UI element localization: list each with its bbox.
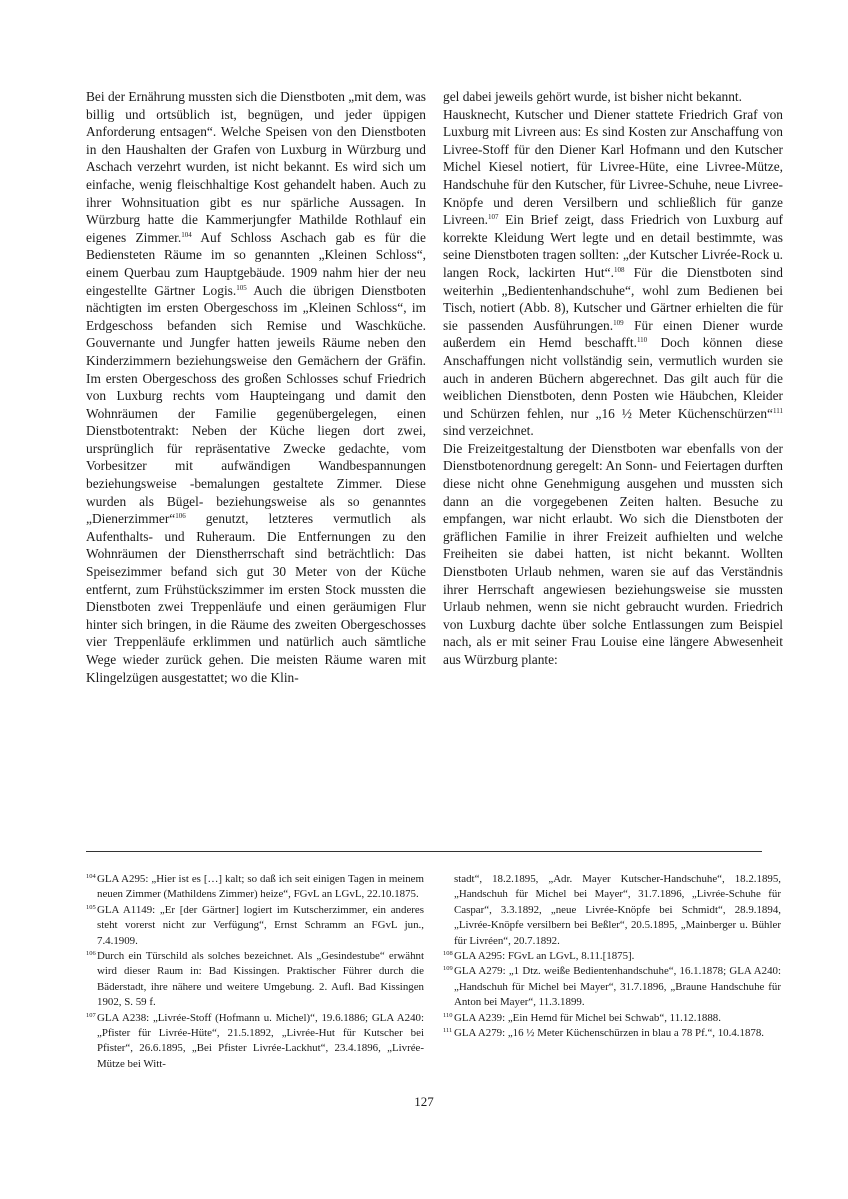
- footnote-text: GLA A295: „Hier ist es […] kalt; so daß ich seit einigen Tagen in meinem neuen Zimmer (Mathildens Zimmer) heize“, FGvL an LGvL, 22.10.1875.: [97, 873, 424, 901]
- footnotes-column-left: [86, 872, 424, 1072]
- footnote: 111 GLA A279: „16 ½ Meter Küchenschürzen in blau a 78 Pf.“, 10.4.1878.: [443, 1027, 765, 1040]
- text: Die Freizeitgestaltung der Dienstboten war ebenfalls von der Dienstbotenordnung geregelt: An Sonn- und Feiertagen durften diese nicht ohne Genehmigung ausgehen und mussten sich dann an die vorgegebenen Zeiten halten. Besuche zu empfangen, war nicht erlaubt. Wo sich die Dienstboten der gräflichen Familie in ihrer Freizeit aufhielten und welche Freiheiten sie dabei hatten, ist nicht bekannt. Wollten Dienstboten Urlaub nehmen, waren sie auf das Verständnis ihrer Herrschaft angewiesen beziehungsweise sie mussten Urlaub nehmen, wenn sie nicht gebraucht wurden. Friedrich von Luxburg dachte über solche Entlassungen zum Beispiel nach, als er mit seiner Frau Louise eine längere Abwesenheit aus Würzburg plante:: [443, 440, 783, 667]
- footnote: 109GLA A279: „1 Dtz. weiße Bedientenhandschuhe“, 16.1.1878; GLA A240: „Handschuh für Michel bei Mayer“, 31.7.1896, „Braune Handschuhe für Anton bei Mayer“, 11.3.1899.: [443, 965, 781, 1009]
- text: genutzt, letzteres vermutlich als Aufenthalts- und Ruheraum. Die Entfernungen zu den Wohnräumen der Dienstherrschaft sind beträchtlich: Das Speisezimmer befand sich gut 30 Meter von der Küche entfernt, zum Frühstückszimmer im ersten Stock mussten die Dienstboten zwei Treppenläufe und einen geräumigen Flur hinter sich bringen, in die Räume des zweiten Obergeschosses vier Treppenläufe erklimmen und natürlich auch sämtliche Wege wieder zurück gehen. Die meisten Räume waren mit Klingelzügen ausgestattet; wo die Klin-: [86, 511, 426, 685]
- footnote-ref[interactable]: 104: [181, 230, 192, 239]
- footnote: 108GLA A295: FGvL an LGvL, 8.11.[1875].: [443, 950, 635, 963]
- footnote-text: Durch ein Türschild als solches bezeichnet. Als „Gesindestube“ erwähnt wird dieser Raum in: Bad Kissingen. Praktischer Führer durch die Bäderstadt, ihre nähere und weitere Umgebung. 2. Aufl. Bad Kissingen 1902, S. 59 f.: [97, 950, 424, 1009]
- footnote: 107GLA A238: „Livrée-Stoff (Hofmann u. Michel)“, 19.6.1886; GLA A240: „Pfister für Livrée-Hüte“, 21.5.1892, „Livrée-Hut für Kutscher bei Pfister“, 26.6.1895, „Bei Pfister Livrée-Lackhut“, 23.4.1896, „Livrée-Mütze bei Witt-: [86, 1011, 424, 1070]
- footnote-text: GLA A279: „1 Dtz. weiße Bedientenhandschuhe“, 16.1.1878; GLA A240: „Handschuh für Michel bei Mayer“, 31.7.1896, „Braune Handschuhe für Anton bei Mayer“, 11.3.1899.: [454, 965, 781, 1009]
- footnote-ref[interactable]: 110: [636, 336, 648, 345]
- footnote-continuation: [443, 872, 781, 949]
- text: Für einen Diener wurde außerdem ein Hemd beschafft.: [443, 317, 784, 351]
- footnote-text: GLA A279: „16 ½ Meter Küchenschürzen in blau a 78 Pf.“, 10.4.1878.: [454, 1027, 765, 1040]
- footnote-text: GLA A238: „Livrée-Stoff (Hofmann u. Michel)“, 19.6.1886; GLA A240: „Pfister für Livrée-Hüte“, 21.5.1892, „Livrée-Hut für Kutscher bei Pfister“, 26.6.1895, „Bei Pfister Livrée-Lackhut“, 23.4.1896, „Livrée-Mütze bei Witt-: [97, 1011, 424, 1070]
- footnote-ref[interactable]: 111: [773, 406, 783, 415]
- footnote-ref[interactable]: 106: [175, 512, 186, 521]
- text: Bei der Ernährung mussten sich die Dienstboten „mit dem, was billig und ortsüblich ist, begnügen, und jeder üppigen Anforderung entsagen“. Welche Speisen von den Dienstboten in den Haushalten der Grafen von Luxburg in Würzburg und Aschach verzehrt wurden, ist nicht bekannt. Es wird sich um einfache, wenig fleischhaltige Kost gehandelt haben. Auch zu ihrer Wohnsituation gibt es nur spärliche Aussagen. In Würzburg hatte die Kammerjungfer Mathilde Rothlauf ein eigenes Zimmer.: [86, 89, 426, 245]
- footnote-text: GLA A239: „Ein Hemd für Michel bei Schwab“, 11.12.1888.: [454, 1011, 721, 1024]
- footnote-ref[interactable]: 105: [236, 283, 247, 292]
- text: gel dabei jeweils gehört wurde, ist bisher nicht bekannt.: [443, 89, 742, 104]
- footnote: 106Durch ein Türschild als solches bezeichnet. Als „Gesindestube“ erwähnt wird dieser Raum in: Bad Kissingen. Praktischer Führer durch die Bäderstadt, ihre nähere und weitere Umgebung. 2. Aufl. Bad Kissingen 1902, S. 59 f.: [86, 950, 424, 1009]
- footnote-text: GLA A295: FGvL an LGvL, 8.11.[1875].: [454, 950, 635, 963]
- text: sind verzeichnet.: [443, 423, 534, 439]
- text: Ein Brief zeigt, dass Friedrich von Luxburg auf korrekte Kleidung Wert legte und en detail bestimmte, was seine Dienstboten tragen sollten: „der Kutscher Livrée-Rock u. langen Rock, lackirten Hut“.: [443, 212, 783, 280]
- text: Auf Schloss Aschach gab es für die Bediensteten Räume im so genannten „Kleinen Schloss“, einem Querbau zum Hauptgebäude. 1909 nahm hier der neu eingestellte Gärtner Logis.: [86, 229, 426, 298]
- paragraph: [443, 440, 783, 669]
- page-number: 127: [414, 1094, 434, 1109]
- paragraph: [86, 88, 426, 686]
- footnotes-column-right: [443, 872, 781, 1041]
- paragraph: [443, 106, 783, 440]
- footnote: 110GLA A239: „Ein Hemd für Michel bei Schwab“, 11.12.1888.: [443, 1011, 721, 1024]
- footnote-text: GLA A1149: „Er [der Gärtner] logiert im Kutscherzimmer, ein anderes steht vorerst nicht zur Verfügung“, Ernst Schramm an FGvL jun., 7.4.1909.: [97, 903, 424, 947]
- paragraph: [443, 88, 783, 106]
- footnote: 104GLA A295: „Hier ist es […] kalt; so daß ich seit einigen Tagen in meinem neuen Zimmer (Mathildens Zimmer) heize“, FGvL an LGvL, 22.10.1875.: [86, 873, 424, 901]
- footnote-separator: [86, 851, 762, 852]
- footnote: 105GLA A1149: „Er [der Gärtner] logiert im Kutscherzimmer, ein anderes steht vorerst nicht zur Verfügung“, Ernst Schramm an FGvL jun., 7.4.1909.: [86, 903, 424, 947]
- body-column-left: [86, 88, 426, 686]
- footnote-ref[interactable]: 108: [613, 265, 625, 274]
- text: Auch die übrigen Dienstboten nächtigten im ersten Obergeschoss im „Kleinen Schloss“, im Erdgeschoss befanden sich Remise und Waschküche. Gouvernante und Jungfer hatten jeweils Räume neben den Kinderzimmern beziehungsweise den Gemächern der Gräfin. Im ersten Obergeschoss des großen Schlosses schuf Friedrich von Luxburg rechts vom Haupteingang und damit den Wohnräumen der Familie gegenübergelegen, einen Dienstbotentrakt: Neben der Küche liegen dort zwei, ursprünglich für repräsentative Zwecke gedachte, vom Vorbesitzer mit aufwändigen Wandbespannungen beziehungsweise -bemalungen gestaltete Zimmer. Diese wurden als Bügel- beziehungsweise als so genanntes „Dienerzimmer“: [86, 282, 426, 527]
- body-column-right: [443, 88, 783, 669]
- footnote-ref[interactable]: 109: [613, 318, 624, 327]
- text: Doch können diese Anschaffungen nicht vollständig sein, vermutlich wurden sie auch in anderen Büchern abgerechnet. Das gilt auch für die weiblichen Dienstboten, denn Posten wie Häubchen, Kleider und Schürzen fehlen, nur „16 ½ Meter Küchenschürzen“: [443, 335, 783, 421]
- text: Für die Dienstboten sind weiterhin „Bedientenhandschuhe“, wohl zum Bedienen bei Tisch, notiert (Abb. 8), Kutscher und Gärtner erhielten die für sie passenden Ausführungen.: [443, 264, 783, 333]
- footnote-text: stadt“, 18.2.1895, „Adr. Mayer Kutscher-Handschuhe“, 18.2.1895, „Handschuh für Michel bei Mayer“, 31.7.1896, „Livrée-Schuhe für Caspar“, 3.3.1892, „neue Livrée-Knöpfe bei Schmidt“, 28.9.1894, „Livrée-Knöpfe versilbern bei Beßler“, 20.5.1895, „Mainberger u. Bühler für Livréen“, 20.7.1892.: [454, 873, 781, 947]
- text: Hausknecht, Kutscher und Diener stattete Friedrich Graf von Luxburg mit Livreen aus: Es sind Kosten zur Anschaffung von Livree-Stoff für den Diener Karl Hofmann und den Kutscher Michel Kiesel notiert, für Livree-Hüte, eine Livree-Mütze, Handschuhe für den Kutscher, für Livree-Schuhe, neue Livree-Knöpfe und deren Versilbern und schließlich für ganze Livreen.: [443, 106, 783, 228]
- footnote-ref[interactable]: 107: [487, 213, 499, 222]
